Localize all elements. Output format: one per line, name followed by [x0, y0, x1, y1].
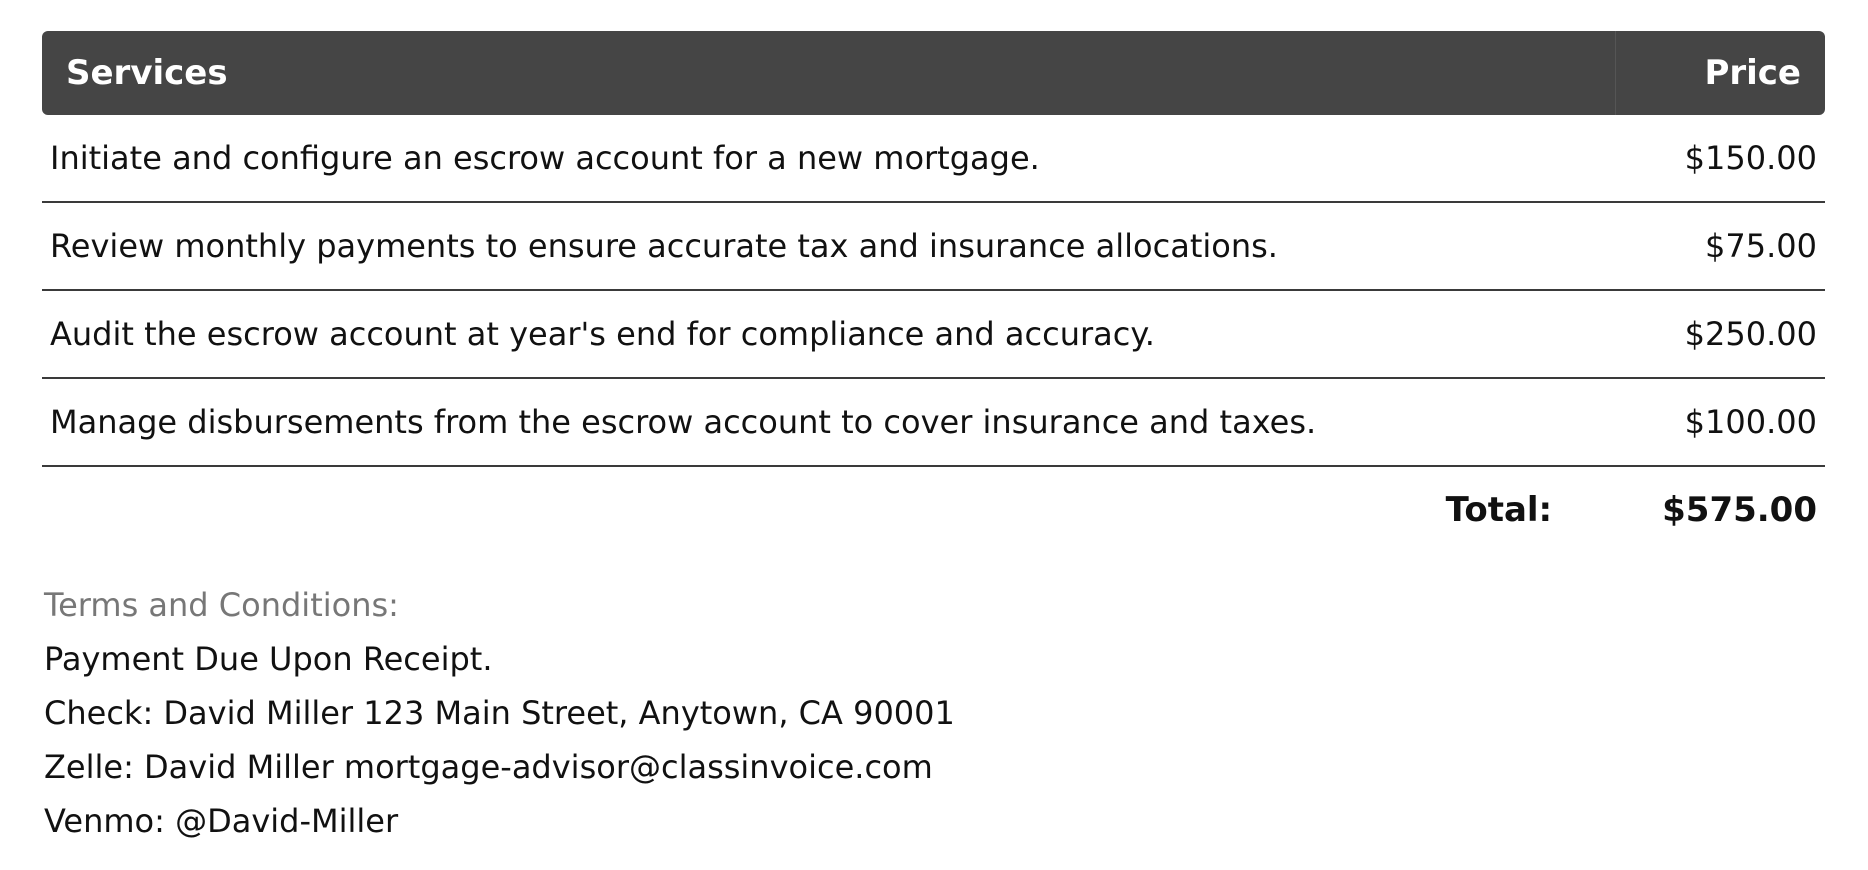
services-table	[42, 31, 1825, 553]
service-price: $250.00	[1684, 315, 1817, 353]
service-description: Review monthly payments to ensure accurate tax and insurance allocations.	[50, 227, 1278, 265]
service-description: Audit the escrow account at year's end for compliance and accuracy.	[50, 315, 1155, 353]
service-price: $75.00	[1705, 227, 1817, 265]
services-column-header: Services	[66, 53, 228, 93]
total-value: $575.00	[1662, 490, 1817, 530]
service-description: Initiate and configure an escrow account for a new mortgage.	[50, 139, 1040, 177]
price-column-header: Price	[1615, 31, 1825, 115]
total-row	[42, 467, 1825, 553]
table-row	[42, 115, 1825, 203]
terms-section	[44, 578, 955, 848]
terms-title: Terms and Conditions:	[44, 586, 399, 624]
total-label: Total:	[1445, 490, 1553, 530]
payment-due-line: Payment Due Upon Receipt.	[44, 640, 493, 678]
check-payment-line: Check: David Miller 123 Main Street, Anytown, CA 90001	[44, 694, 955, 732]
table-row	[42, 379, 1825, 467]
service-price: $150.00	[1684, 139, 1817, 177]
service-price: $100.00	[1684, 403, 1817, 441]
table-row	[42, 291, 1825, 379]
service-description: Manage disbursements from the escrow account to cover insurance and taxes.	[50, 403, 1317, 441]
table-row	[42, 203, 1825, 291]
zelle-payment-line: Zelle: David Miller mortgage-advisor@classinvoice.com	[44, 748, 933, 786]
venmo-payment-line: Venmo: @David-Miller	[44, 802, 399, 840]
table-header	[42, 31, 1825, 115]
